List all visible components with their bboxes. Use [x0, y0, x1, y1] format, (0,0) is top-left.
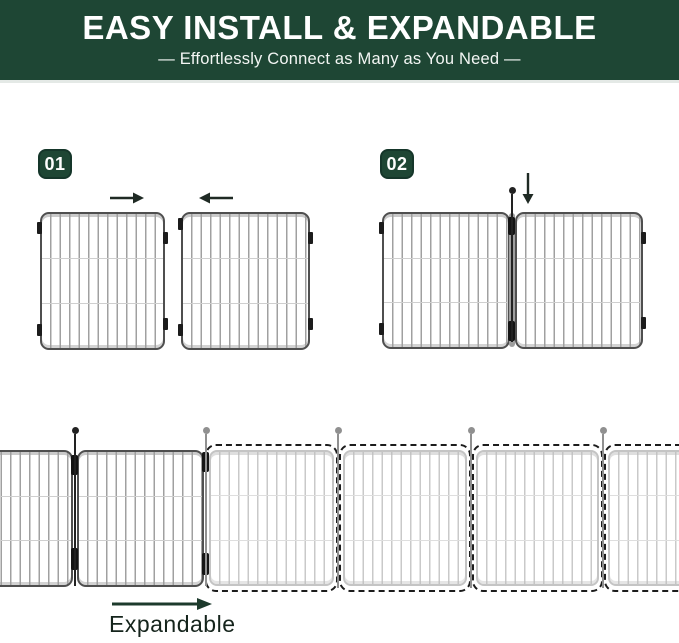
expansion-panel-dashed — [205, 444, 338, 592]
arrow-left-icon — [199, 191, 233, 205]
connector-tab — [178, 324, 183, 336]
connector-tab — [641, 232, 646, 244]
page-title: EASY INSTALL & EXPANDABLE — [82, 9, 597, 46]
fence-panel — [0, 450, 73, 587]
expansion-panel-dashed — [604, 444, 679, 592]
connector-pin-icon — [511, 194, 513, 342]
arrow-down-icon — [520, 173, 536, 204]
connector-tab — [308, 232, 313, 244]
connector-tab — [308, 318, 313, 330]
fence-panel — [40, 212, 165, 350]
connector-tab — [379, 323, 384, 335]
connector-tab — [37, 324, 42, 336]
connector-tab — [37, 222, 42, 234]
fence-panel — [608, 450, 679, 586]
connector-tab — [163, 318, 168, 330]
fence-panel — [209, 450, 334, 586]
connector-tab — [641, 317, 646, 329]
connector-tab — [163, 232, 168, 244]
fence-panel — [515, 212, 643, 349]
expandable-label: Expandable — [109, 611, 236, 637]
step-2-badge: 02 — [380, 149, 414, 179]
fence-panel — [382, 212, 510, 349]
arrow-right-icon — [110, 191, 144, 205]
connector-tab — [379, 222, 384, 234]
fence-panel — [181, 212, 310, 350]
connector-tab — [178, 218, 183, 230]
expansion-panel-dashed — [472, 444, 603, 592]
connector-pin-icon — [74, 434, 76, 586]
fence-panel — [77, 450, 204, 587]
connector-pin-icon — [205, 434, 207, 586]
fence-panel — [476, 450, 599, 586]
expand-arrow-icon — [112, 597, 212, 611]
expansion-panel-dashed — [339, 444, 471, 592]
step-1-badge: 01 — [38, 149, 72, 179]
header-banner — [0, 0, 679, 80]
connector-pin-icon — [602, 434, 604, 588]
connector-pin-icon — [470, 434, 472, 588]
fence-panel — [343, 450, 467, 586]
page-subtitle: — Effortlessly Connect as Many as You Need — — [158, 49, 521, 68]
connector-pin-icon — [337, 434, 339, 588]
